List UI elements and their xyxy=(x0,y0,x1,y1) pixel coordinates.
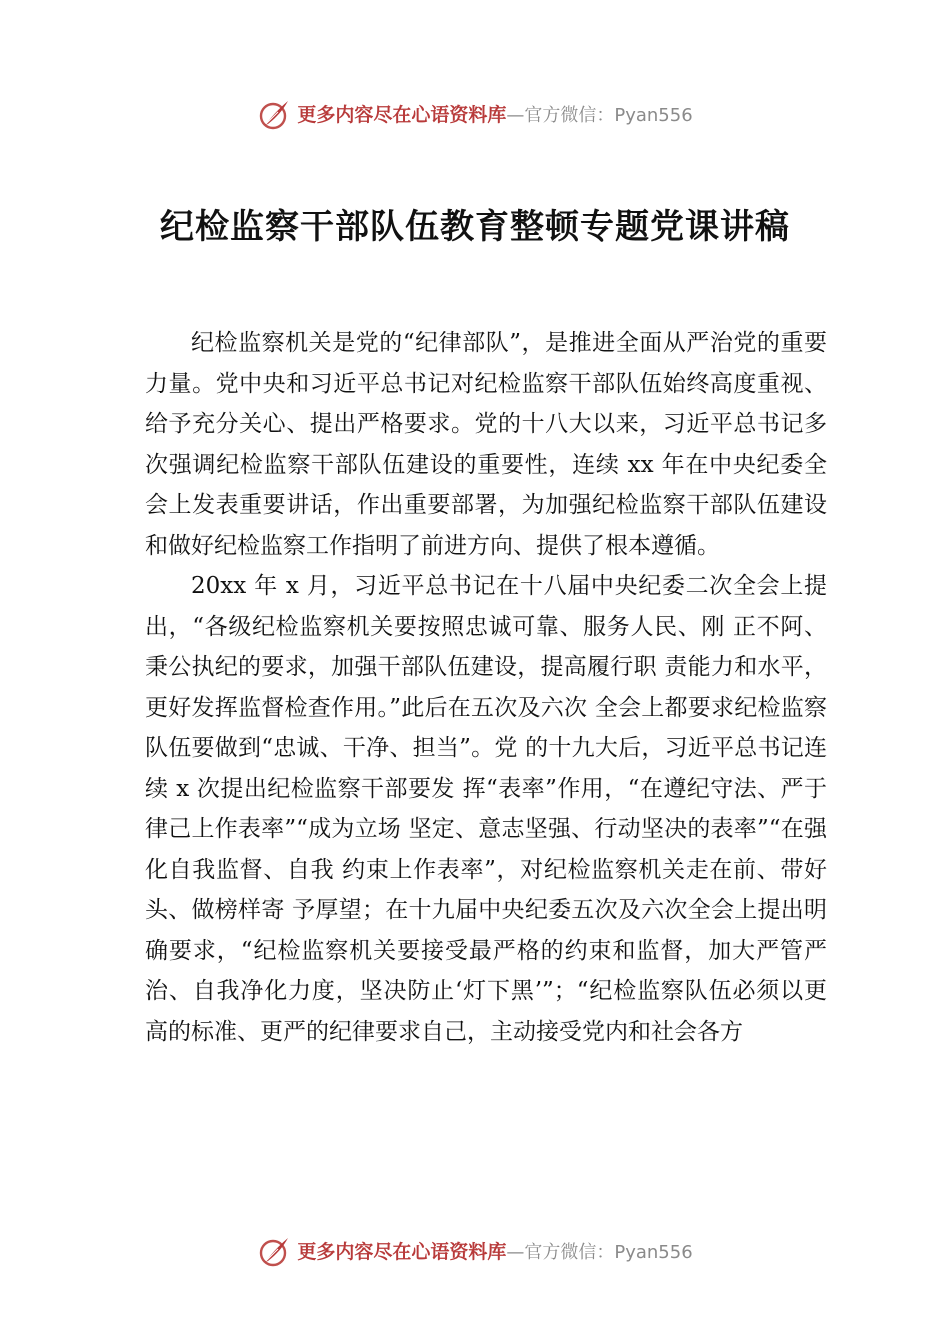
header-banner xyxy=(0,95,950,135)
footer-wechat-text: —官方微信：Pyan556 xyxy=(506,1241,693,1263)
document-title: 纪检监察干部队伍教育整顿专题党课讲稿 xyxy=(160,207,790,247)
footer-brand-text: 更多内容尽在心语资料库 xyxy=(297,1240,507,1263)
paragraph: 纪检监察机关是党的“纪律部队”，是推进全面从严治党的重要力量。党中央和习近平总书记对纪检监察干部队伍始终高度重视、给予充分关心、提出严格要求。党的十八大以来，习近平总书记多次强调纪检监察干部队伍建设的重要性，连续 xx 年在中央纪委全会上发表重要讲话，作出重要部署，为加强纪检监察干部队伍建设和做好纪检监察工作指明了前进方向、提供了根本遵循。 xyxy=(145,330,827,559)
paragraph: 20xx 年 x 月，习近平总书记在十八届中央纪委二次全会上提出，“各级纪检监察机关要按照忠诚可靠、服务人民、刚 正不阿、秉公执纪的要求，加强干部队伍建设，提高履行职 责能力和水平，更好发挥监督检查作用。”此后在五次及六次 全会上都要求纪检监察队伍要做到“忠诚、干净、担当”。党 的十九大后，习近平总书记连续 x 次提出纪检监察干部要发 挥“表率”作用，“在遵纪守法、严于律己上作表率”“成为立场 坚定、意志坚强、行动坚决的表率”“在强化自我监督、自我 约束上作表率”，对纪检监察机关走在前、带好头、做榜样寄 予厚望；在十九届中央纪委五次及六次全会上提出明确要求，“纪检监察机关要接受最严格的约束和监督，加大严管严治、自我净化力度，坚决防止‘灯下黑’”；“纪检监察队伍必须以更高的标准、更严的纪律要求自己，主动接受党内和社会各方 xyxy=(145,573,827,1045)
header-wechat-text: —官方微信：Pyan556 xyxy=(506,104,693,126)
header-brand-text: 更多内容尽在心语资料库 xyxy=(297,103,507,126)
quill-pen-logo-icon xyxy=(257,1235,291,1269)
header-banner-text xyxy=(297,95,692,136)
quill-pen-logo-icon xyxy=(257,98,291,132)
footer-banner-text xyxy=(297,1232,692,1273)
document-body xyxy=(145,323,827,1052)
footer-banner xyxy=(0,1232,950,1272)
